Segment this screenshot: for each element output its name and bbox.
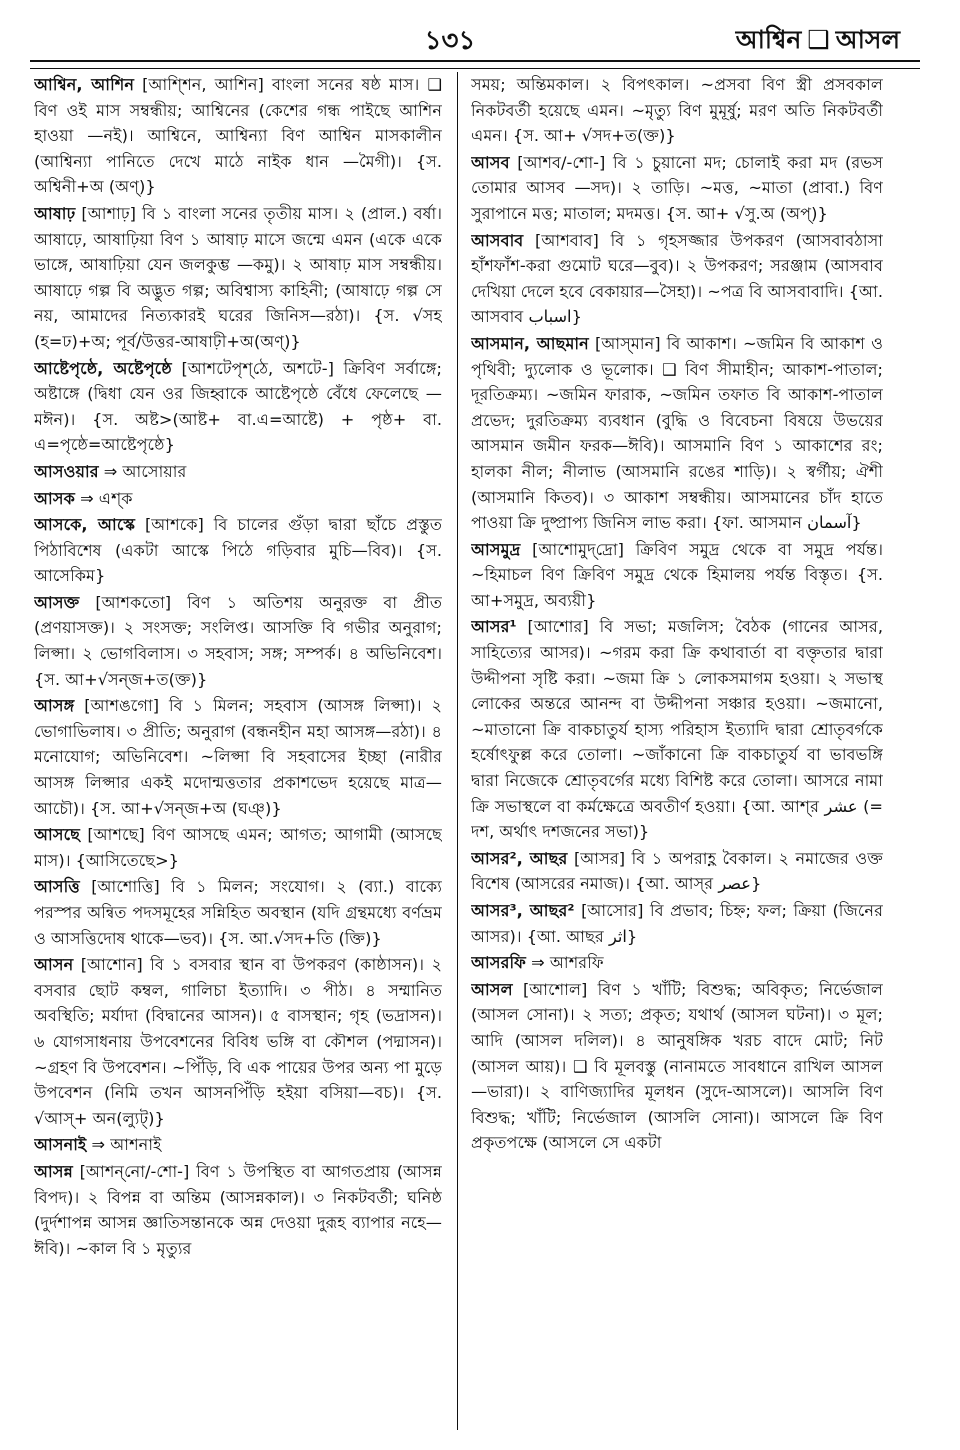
entry-definition: [আশ্শিন, আশিন] বাংলা সনের ষষ্ঠ মাস। ❑ বিণ ওই মাস সম্বন্ধীয়; আশ্বিনের (কেশের গন্ধ পাইছে আশিন হাওয়া —নই)। আশ্বিনে, আশ্বিন্যা বিণ আশ্বিন মাসকালীন (আশ্বিন্যা পানিতে দেখে মাঠে নাইক ধান —মৈগী)। {স. অশ্বিনী+অ (অণ্)} [34, 75, 442, 197]
dictionary-entry [34, 952, 442, 1131]
entry-definition: [আশকে] বি চালের গুঁড়া দ্বারা ছাঁচে প্রস্তুত পিঠাবিশেষ (একটা আস্কে পিঠে গড়িবার মুচি—বিব)। {স. আসেকিম} [34, 515, 442, 586]
entry-definition: [আসোর] বি প্রভাব; চিহ্ন; ফল; ক্রিয়া (জিনের আসর)। {আ. আছর اثر} [471, 901, 883, 946]
entry-definition: ⇒ আসোয়ার [103, 461, 187, 481]
entry-definition: ⇒ এশ্‌ক [80, 488, 133, 508]
entry-definition: [আশোমুদ্‌দ্রো] ক্রিবিণ সমুদ্র থেকে বা সমুদ্র পর্যন্ত। ~হিমাচল বিণ ক্রিবিণ সমুদ্র থেকে হিমালয় পর্যন্ত বিস্তৃত। {স. আ+সমুদ্র, অব্যয়ী} [471, 539, 883, 610]
entry-definition: [আশটেপৃশ্‌ঠে, অশটে-] ক্রিবিণ সর্বাঙ্গে; অষ্টাঙ্গে (দ্বিধা যেন ওর জিহ্বাকে আষ্টেপৃষ্ঠে বেঁধে ফেলেছে —মঈন)। {স. অষ্ট>(আষ্ট+ বা.এ=আষ্টে) + পৃষ্ঠ+ বা. এ=পৃষ্ঠে=আষ্টেপৃষ্ঠে} [34, 358, 442, 455]
entry-headword: আসমুদ্র [471, 539, 521, 559]
entry-definition: [আশব/-শো-] বি ১ চুয়ানো মদ; চোলাই করা মদ (রভস তোমার আসব —সদ)। ২ তাড়ি। ~মত্ত, ~মাতা (প্রাবা.) বিণ সুরাপানে মত্ত; মাতাল; মদমত্ত। {স. আ+ √সু.অ (অপ্)} [471, 152, 883, 223]
dictionary-entry [471, 977, 883, 1156]
dictionary-entry [34, 590, 442, 692]
entry-definition: [আশন্‌নো/-শো-] বিণ ১ উপস্থিত বা আগতপ্রায় (আসন্ন বিপদ)। ২ বিপন্ন বা অন্তিম (আসন্নকাল)। ৩ নিকটবর্তী; ঘনিষ্ঠ (দুর্দশাপন্ন আসন্ন জ্ঞাতিসন্তানকে অন্ন দেওয়া দুরূহ ব্যাপার নহে—ঈবি)। ~কাল বি ১ মৃত্যুর [34, 1161, 442, 1258]
entry-definition: [আশকতো] বিণ ১ অতিশয় অনুরক্ত বা প্রীত (প্রণয়াসক্ত)। ২ সংসক্ত; সংলিপ্ত। আসক্তি বি গভীর অনুরাগ; লিপ্সা। ২ ভোগবিলাস। ৩ সহবাস; সঙ্গ; সম্পর্ক। ৪ অভিনিবেশ। {স. আ+√সন্‌জ+ত(ক্ত)} [34, 592, 442, 689]
entry-headword: আসব [471, 152, 510, 172]
entry-headword: আষ্টেপৃষ্ঠে, অষ্টেপৃষ্ঠে [34, 358, 172, 378]
entry-headword: আসমান, আছমান [471, 333, 589, 353]
page-number: ১৩১ [424, 26, 476, 56]
running-head [736, 20, 900, 63]
entry-headword: আসক [34, 488, 75, 508]
dictionary-entry [471, 950, 883, 976]
entry-definition: [আস্‌মান] বি আকাশ। ~জমিন বি আকাশ ও পৃথিবী; দ্যুলোক ও ভূলোক। ❑ বিণ সীমাহীন; আকাশ-পাতাল; দূরতিক্রম্য। ~জমিন ফারাক, ~জমিন তফাত বি আকাশ-পাতাল প্রভেদ; দুরতিক্রম্য ব্যবধান (বুদ্ধি ও বিবেচনা বিষয়ে উভয়ের আসমান জমীন ফরক—ঈবি)। আসমানি বিণ ১ আকাশের রং; হালকা নীল; নীলাভ (আসমানি রঙের শাড়ি)। ২ স্বর্গীয়; ঐশী (আসমানি কিতব)। ৩ আকাশ সম্বন্ধীয়। আসমানের চাঁদ হাতে পাওয়া ক্রি দুষ্প্রাপ্য জিনিস লাভ করা। {ফা. আসমান آسمان} [471, 333, 883, 533]
dictionary-entry [34, 486, 442, 512]
entry-definition: [আশাঢ়] বি ১ বাংলা সনের তৃতীয় মাস। ২ (প্রাল.) বর্ষা। আষাঢ়ে, আষাঢ়িয়া বিণ ১ আষাঢ় মাসে জন্মে এমন (একে একে ভাঙ্গে, আষাঢ়িয়া যেন জলকুম্ভ —কমু)। ২ আষাঢ় মাস সম্বন্ধীয়। আষাঢ়ে গল্প বি অদ্ভুত গল্প; অবিশ্বাস্য কাহিনী; (আষাঢ়ে গল্প সে নয়, আমাদের নিত্যকারই ঘরের জিনিস—রঠা)। {স. √সহ (হ=ঢ)+অ; পূর্ব/উত্তর-আষাঢ়ী+অ(অণ্)} [34, 203, 442, 351]
guide-separator-icon: ❑ [807, 25, 830, 54]
entry-headword: আসল [471, 979, 513, 999]
dictionary-entry [471, 537, 883, 614]
entry-headword: আসক্ত [34, 592, 80, 612]
dictionary-entry [471, 72, 883, 149]
entry-definition: [আশছে] বিণ আসছে এমন; আগত; আগামী (আসছে মাস)। {আসিতেছে>} [34, 825, 442, 870]
entry-definition: [আশোর] বি সভা; মজলিস; বৈঠক (গানের আসর, সাহিত্যের আসর)। ~গরম করা ক্রি কথাবার্তা বা বক্তৃতার দ্বারা উদ্দীপনা সৃষ্টি করা। ~জমা ক্রি ১ লোকসমাগম হওয়া। ২ সভাস্থ লোকের অন্তরে আনন্দ বা উদ্দীপনা সঞ্চার হওয়া। ~জমানো, ~মাতানো ক্রি বাকচাতুর্য হাস্য পরিহাস ইত্যাদি দ্বারা শ্রোতৃবর্গকে হর্ষোৎফুল্ল করে তোলা। ~জাঁকানো ক্রি বাকচাতুর্য বা ভাবভঙ্গি দ্বারা নিজেকে শ্রোতৃবর্গের মধ্যে বিশিষ্ট করে তোলা। আসরে নামা ক্রি সভাস্থলে বা কর্মক্ষেত্রে অবতীর্ণ হওয়া। {আ. আশ্‌র عشر (= দশ, অর্থাৎ দশজনের সভা)} [471, 617, 883, 842]
entry-headword: আসত্তি [34, 877, 80, 897]
entry-headword: আসন্ন [34, 1161, 73, 1181]
entry-headword: আসবাব [471, 230, 524, 250]
dictionary-entry [34, 1132, 442, 1158]
dictionary-entry [471, 228, 883, 330]
column-divider [457, 72, 458, 1430]
dictionary-entry [34, 201, 442, 355]
entry-definition: সময়; অন্তিমকাল। ২ বিপৎকাল। ~প্রসবা বিণ স্ত্রী প্রসবকাল নিকটবর্তী হয়েছে এমন। ~মৃত্যু বিণ মুমূর্ষু; মরণ অতি নিকটবর্তী এমন। {স. আ+ √সদ+ত(ক্ত)} [471, 75, 883, 146]
guide-word-first: আশ্বিন [735, 25, 802, 54]
entry-definition: [আশোন] বি ১ বসবার স্থান বা উপকরণ (কাষ্ঠাসন)। ২ বসবার ছোট কম্বল, গালিচা ইত্যাদি। ৩ পীঠ। ৪ সম্মানিত অবস্থিতি; মর্যাদা (বিদ্বানের আসন)। ৫ বাসস্থান; গৃহ (ভদ্রাসন)। ৬ যোগসাধনায় উপবেশনের বিবিধ ভঙ্গি বা কৌশল (পদ্মাসন)। ~গ্রহণ বি উপবেশন। ~পিঁড়ি, বি এক পায়ের উপর অন্য পা মুড়ে উপবেশন (নিমি তখন আসনপিঁড়ি হইয়া বসিয়া—বচ)। {স. √আস্‌+ অন(ল্যুট্)} [34, 955, 442, 1128]
entry-headword: আসর², আছর [471, 848, 568, 868]
entry-definition: [আশোল] বিণ ১ খাঁটি; বিশুদ্ধ; অবিকৃত; নির্ভেজাল (আসল সোনা)। ২ সত্য; প্রকৃত; যথার্থ (আসল ঘটনা)। ৩ মূল; আদি (আসল দলিল)। ৪ আনুষঙ্গিক খরচ বাদে মোট; নিট (আসল আয়)। ❑ বি মূলবস্তু (নানামতে সাবধানে রাখিল আসল—ভারা)। ২ বাণিজ্যাদির মূলধন (সুদে-আসলে)। আসলি বিণ বিশুদ্ধ; খাঁটি; নির্ভেজাল (আসলি সোনা)। আসলে ক্রি বিণ প্রকৃতপক্ষে (আসলে সে একটা [471, 979, 883, 1153]
entry-definition: [আশঙগো] বি ১ মিলন; সহবাস (আসঙ্গ লিপ্সা)। ২ ভোগাভিলাষ। ৩ প্রীতি; অনুরাগ (বন্ধনহীন মহা আসঙ্গ—রঠা)। ৪ মনোযোগ; অভিনিবেশ। ~লিপ্সা বি সহবাসের ইচ্ছা (নারীর আসঙ্গ লিপ্সার একই মদোন্মত্ততার প্রকাশভেদ হয়েছে মাত্র—আচৌ)। {স. আ+√সন্‌জ+অ (ঘঞ্)} [34, 696, 442, 818]
dictionary-entry [471, 150, 883, 227]
dictionary-entry [34, 1159, 442, 1261]
entry-headword: আসন [34, 955, 74, 975]
entry-headword: আসছে [34, 825, 80, 845]
dictionary-entry [34, 72, 442, 200]
entry-headword: আসর¹ [471, 617, 517, 637]
dictionary-entry [471, 898, 883, 949]
dictionary-entry [471, 846, 883, 897]
right-column [471, 72, 883, 1430]
entry-headword: আসওয়ার [34, 461, 99, 481]
dictionary-entry [471, 331, 883, 536]
dictionary-entry [471, 614, 883, 844]
entry-headword: আষাঢ় [34, 203, 76, 223]
dictionary-entry [34, 512, 442, 589]
entry-headword: আসনাই [34, 1135, 87, 1155]
entry-definition: [আশবাব] বি ১ গৃহসজ্জার উপকরণ (আসবাবঠাসা হাঁশফাঁশ-করা গুমোট ঘরে—বুব)। ২ উপকরণ; সরঞ্জাম (আসবাব দেখিয়া দেলে হবে বেকায়ার—সৈহা)। ~পত্র বি আসবাবাদি। {আ. আসবাব اسباب} [471, 230, 883, 327]
entry-headword: আসকে, আস্কে [34, 515, 136, 535]
entry-definition: [আসর] বি ১ অপরাহ্ণ বৈকাল। ২ নমাজের ওক্ত বিশেষ (আসরের নমাজ)। {আ. আস্‌র عصر} [471, 848, 883, 894]
dictionary-entry [34, 874, 442, 951]
dictionary-entry [34, 356, 442, 458]
dictionary-entry [34, 693, 442, 821]
entry-headword: আসর³, আছর² [471, 901, 575, 920]
left-column [34, 72, 442, 1430]
entry-definition: ⇒ আশরফি [531, 953, 604, 973]
entry-headword: আসরফি [471, 953, 526, 973]
entry-definition: [আশোত্তি] বি ১ মিলন; সংযোগ। ২ (ব্যা.) বাক্যে পরস্পর অন্বিত পদসমূহের সন্নিহিত অবস্থান (যদি গ্রন্থমধ্যে বর্ণভ্রম ও আসত্তিদোষ থাকে—ভব)। {স. আ.√সদ+তি (ক্তি)} [34, 877, 442, 948]
entry-definition: ⇒ আশনাই [91, 1135, 162, 1155]
dictionary-entry [34, 459, 442, 485]
dictionary-entry [34, 822, 442, 873]
entry-headword: আশ্বিন, আশিন [34, 75, 134, 94]
header-rule [30, 60, 920, 69]
guide-word-last: আসল [835, 25, 900, 54]
entry-headword: আসঙ্গ [34, 696, 75, 716]
